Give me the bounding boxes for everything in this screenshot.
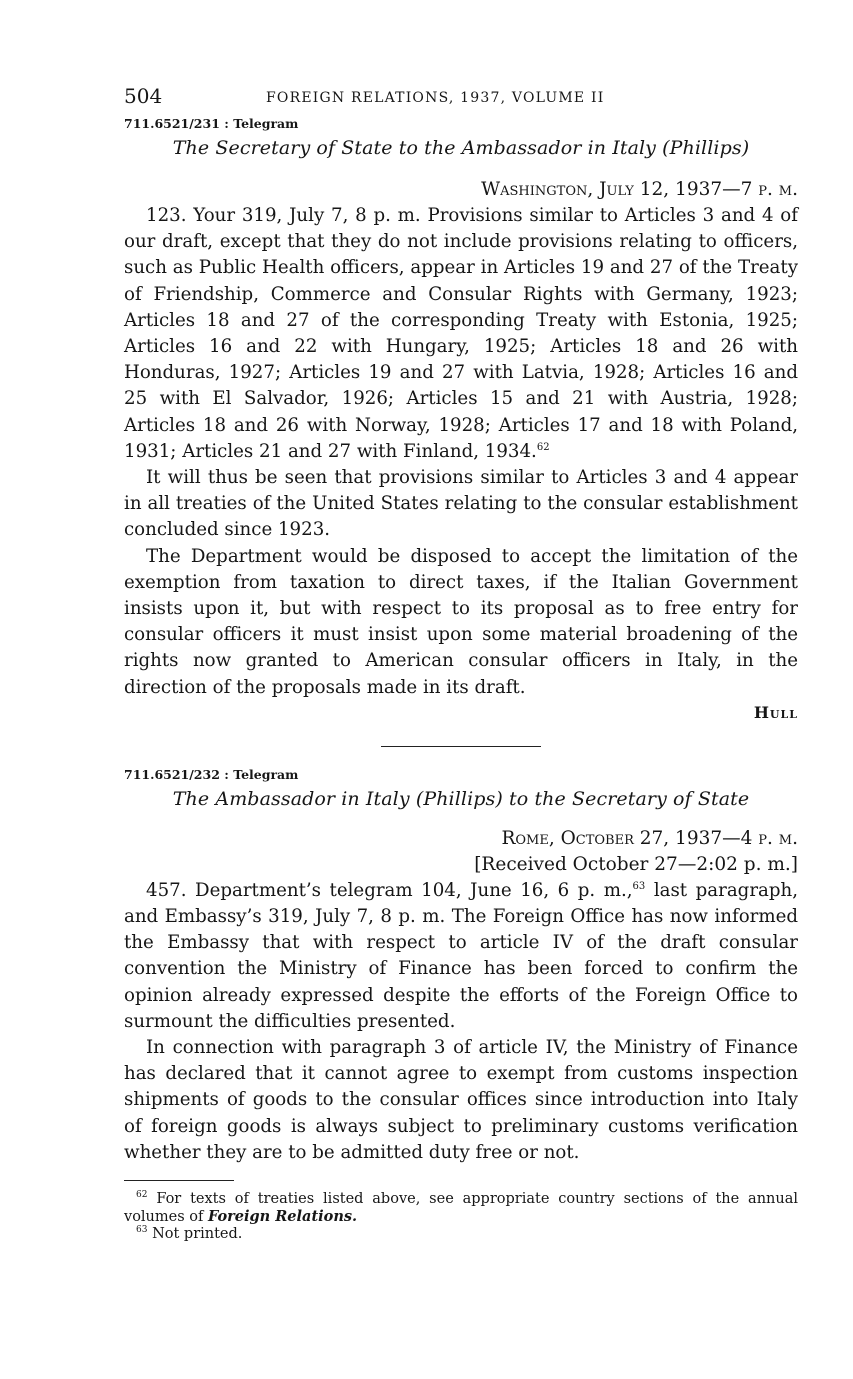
- telegram-1: [124, 116, 798, 722]
- document-title: The Ambassador in Italy (Phillips) to the Secretary of State: [172, 787, 750, 810]
- running-head: [124, 84, 798, 116]
- footnote-63: $^{63}$ Not printed.: [136, 1225, 243, 1243]
- received-line: [Received October 27—2:02 p. m.]: [474, 853, 798, 875]
- paragraph: In connection with paragraph 3 of article IV, the Ministry of Finance has declared that it cannot agree to exempt from customs inspection shipments of goods to the consular offices since introduction into Italy of foreign goods is always subject to preliminary customs verification whether they are to be admitted duty free or not.: [124, 1037, 798, 1163]
- dateline: Washington, July 12, 1937—7 p. m.: [481, 179, 798, 200]
- footnotes: [124, 1191, 798, 1243]
- footnote-ref: 62: [536, 441, 550, 453]
- page-number: 504: [124, 84, 163, 108]
- footnote-ref: 63: [632, 880, 646, 892]
- running-head-title: FOREIGN RELATIONS, 1937, VOLUME II: [266, 90, 605, 106]
- document-page: [124, 84, 798, 1243]
- telegram-2: [124, 767, 798, 1166]
- paragraph: 123. Your 319, July 7, 8 p. m. Provisions similar to Articles 3 and 4 of our draft, except that they do not include provisions relating to officers, such as Public Health officers, appear in Articles 19 and 27 of the Treaty of Friendship, Commerce and Consular Rights with Germany, 1923; Articles 18 and 27 of the corresponding Treaty with Estonia, 1925; Articles 16 and 22 with Hungary, 1925; Articles 18 and 26 with Honduras, 1927; Articles 19 and 27 with Latvia, 1928; Articles 16 and 25 with El Salvador, 1926; Articles 15 and 21 with Austria, 1928; Articles 18 and 26 with Norway, 1928; Articles 17 and 18 with Poland, 1931; Articles 21 and 27 with Finland, 1934.62: [124, 205, 798, 462]
- paragraph: The Department would be disposed to accept the limitation of the exemption from taxation to direct taxes, if the Italian Government insists upon it, but with respect to its proposal as to free entry for consular officers it must insist upon some material broadening of the rights now granted to American consular officers in Italy, in the direction of the proposals made in its draft.: [124, 545, 798, 698]
- section-divider: [381, 746, 541, 747]
- file-number: 711.6521/231 : Telegram: [124, 116, 299, 131]
- dateline: Rome, October 27, 1937—4 p. m. [Received October 27—2:02 p. m.]: [124, 826, 798, 878]
- signature: Hull: [753, 702, 798, 722]
- file-number: 711.6521/232 : Telegram: [124, 766, 299, 782]
- paragraph: It will thus be seen that provisions similar to Articles 3 and 4 appear in all treaties of the United States relating to the consular establishment concluded since 1923.: [124, 467, 798, 541]
- paragraph: 457. Department’s telegram 104, June 16, 6 p. m.,$^{63}$ last paragraph, and Embassy’s 319, July 7, 8 p. m. The Foreign Office has now informed the Embassy that with respect to article IV of the draft consular convention the Ministry of Finance has been forced to confirm the opinion already expressed despite the efforts of the Foreign Office to surmount the difficulties presented.: [124, 879, 798, 1032]
- footnote-divider: [124, 1180, 234, 1181]
- document-title: The Secretary of State to the Ambassador in Italy (Phillips): [172, 137, 750, 159]
- footnote-62: $^{62}$ For texts of treaties listed above, see appropriate country sections of the annual volumes of Foreign Relations.: [124, 1190, 799, 1226]
